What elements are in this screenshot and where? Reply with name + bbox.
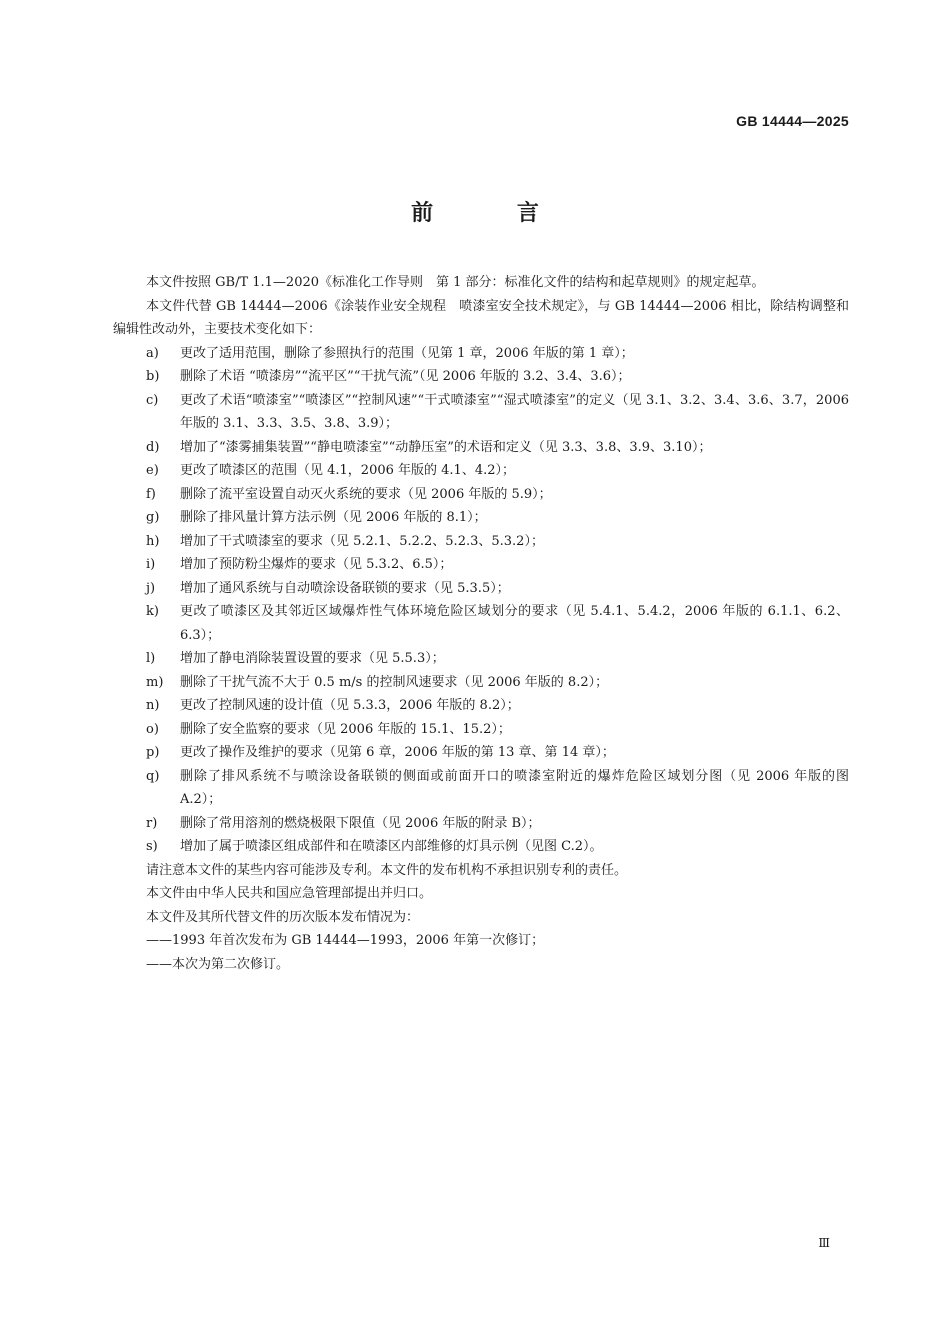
list-item <box>113 459 849 483</box>
list-item-text: 更改了适用范围，删除了参照执行的范围（见第 1 章，2006 年版的第 1 章）； <box>180 345 634 361</box>
list-item <box>113 600 849 647</box>
list-item <box>113 647 849 671</box>
list-item-text: 更改了喷漆区的范围（见 4.1，2006 年版的 4.1、4.2）； <box>180 463 516 478</box>
list-item <box>113 389 849 436</box>
history-intro: 本文件及其所代替文件的历次版本发布情况为： <box>146 909 420 925</box>
proposer-statement: 本文件由中华人民共和国应急管理部提出并归口。 <box>146 886 433 901</box>
list-item <box>113 436 849 460</box>
list-item <box>113 530 849 554</box>
page-title: 前 言 <box>411 201 577 226</box>
list-marker: g) <box>146 510 160 525</box>
list-item-text: 删除了排风量计算方法示例（见 2006 年版的 8.1）； <box>180 510 487 525</box>
list-item <box>113 765 849 812</box>
list-item-text: 删除了安全监察的要求（见 2006 年版的 15.1、15.2）； <box>180 721 511 737</box>
list-item-text: 删除了术语 “喷漆房”“流平区”“干扰气流”（见 2006 年版的 3.2、3.4、3.6）； <box>180 369 631 384</box>
list-item-text: 增加了静电消除装置设置的要求（见 5.5.3）； <box>180 651 445 666</box>
list-item-text: 增加了属于喷漆区组成部件和在喷漆区内部维修的灯具示例（见图 C.2）。 <box>180 839 603 854</box>
list-marker: s) <box>146 839 158 854</box>
intro-paragraph: 本文件代替 GB 14444—2006《涂装作业安全规程 喷漆室安全技术规定》，与 GB 14444—2006 相比，除结构调整和编辑性改动外，主要技术变化如下： <box>113 298 849 337</box>
standard-number: GB 14444—2025 <box>736 113 849 129</box>
list-item <box>113 577 849 601</box>
list-item <box>113 483 849 507</box>
list-item-text: 删除了流平室设置自动灭火系统的要求（见 2006 年版的 5.9）； <box>180 486 552 502</box>
list-item-text: 删除了常用溶剂的燃烧极限下限值（见 2006 年版的附录 B）； <box>180 815 541 831</box>
list-marker: b) <box>146 369 160 384</box>
list-marker: f) <box>146 486 156 502</box>
list-item-text: 增加了干式喷漆室的要求（见 5.2.1、5.2.2、5.2.3、5.3.2）； <box>180 533 544 549</box>
list-marker: k) <box>146 604 159 619</box>
list-marker: n) <box>146 698 160 713</box>
foreword-body <box>113 271 849 976</box>
list-marker: i) <box>146 557 156 572</box>
list-item <box>113 671 849 695</box>
list-marker: p) <box>146 745 160 760</box>
list-item-text: 更改了控制风速的设计值（见 5.3.3，2006 年版的 8.2）； <box>180 698 520 713</box>
list-item <box>113 835 849 859</box>
list-marker: c) <box>146 392 159 408</box>
list-item <box>113 506 849 530</box>
list-item-text: 增加了“漆雾捕集装置”“静电喷漆室”“动静压室”的术语和定义（见 3.3、3.8、3.9、3.10）； <box>180 439 712 455</box>
list-item <box>113 553 849 577</box>
list-item <box>113 812 849 836</box>
list-item <box>113 741 849 765</box>
list-marker: l) <box>146 651 156 666</box>
change-list <box>113 342 849 859</box>
list-item-text: 更改了操作及维护的要求（见第 6 章，2006 年版的第 13 章、第 14 章）； <box>180 745 615 760</box>
list-marker: d) <box>146 439 160 455</box>
list-marker: e) <box>146 463 159 478</box>
list-marker: q) <box>146 768 160 784</box>
intro-paragraph: 本文件按照 GB/T 1.1—2020《标准化工作导则 第 1 部分：标准化文件的结构和起草规则》的规定起草。 <box>146 275 765 290</box>
list-item <box>113 365 849 389</box>
patent-notice: 请注意本文件的某些内容可能涉及专利。本文件的发布机构不承担识别专利的责任。 <box>146 862 628 878</box>
list-item <box>113 694 849 718</box>
list-marker: m) <box>146 674 164 690</box>
list-item-text: 增加了通风系统与自动喷涂设备联锁的要求（见 5.3.5）； <box>180 580 510 596</box>
list-item <box>113 718 849 742</box>
history-item: ——本次为第二次修订。 <box>146 956 290 972</box>
list-item-text: 更改了术语“喷漆室”“喷漆区”“控制风速”“干式喷漆室”“湿式喷漆室”的定义（见 3.1、3.2、3.4、3.6、3.7，2006 年版的 3.1、3.3、3.5、3.8、3.9）； <box>180 392 849 431</box>
list-marker: h) <box>146 533 160 549</box>
list-marker: o) <box>146 721 159 737</box>
list-marker: r) <box>146 815 158 831</box>
page-number: Ⅲ <box>818 1236 830 1250</box>
list-marker: a) <box>146 345 159 361</box>
list-item-text: 删除了干扰气流不大于 0.5 m/s 的控制风速要求（见 2006 年版的 8.2）； <box>180 674 609 690</box>
list-item-text: 增加了预防粉尘爆炸的要求（见 5.3.2、6.5）； <box>180 557 453 572</box>
list-item-text: 更改了喷漆区及其邻近区域爆炸性气体环境危险区域划分的要求（见 5.4.1、5.4.2，2006 年版的 6.1.1、6.2、6.3）； <box>180 604 849 643</box>
history-item: ——1993 年首次发布为 GB 14444—1993，2006 年第一次修订； <box>146 933 545 948</box>
list-item-text: 删除了排风系统不与喷涂设备联锁的侧面或前面开口的喷漆室附近的爆炸危险区域划分图（见 2006 年版的图 A.2）； <box>180 768 849 807</box>
list-item <box>113 342 849 366</box>
list-marker: j) <box>146 580 156 596</box>
